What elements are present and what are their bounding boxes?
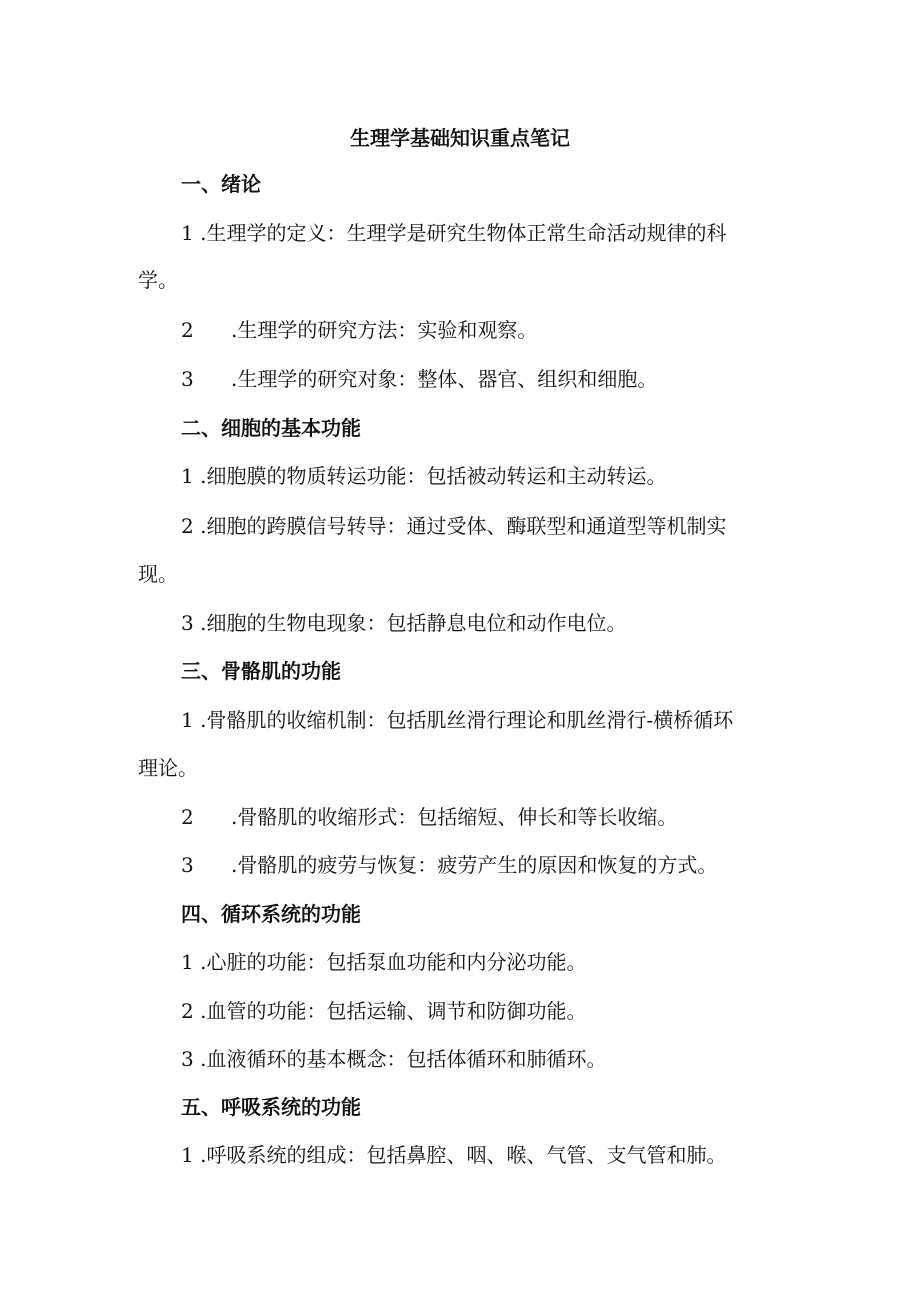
list-item <box>181 512 726 540</box>
section-heading-cell: 二、细胞的基本功能 <box>181 416 361 440</box>
item-number: 3 <box>181 367 194 391</box>
section-heading-muscle: 三、骨骼肌的功能 <box>181 659 341 683</box>
list-item <box>181 609 626 637</box>
list-item <box>181 706 733 734</box>
item-text: .生理学的定义：生理学是研究生物体正常生命活动规律的科 <box>200 221 727 245</box>
item-continuation: 理论。 <box>138 756 198 780</box>
list-item <box>181 365 657 393</box>
item-text: .细胞膜的物质转运功能：包括被动转运和主动转运。 <box>200 464 667 488</box>
list-item <box>181 997 586 1025</box>
section-heading-intro: 一、绪论 <box>181 172 261 196</box>
list-item <box>181 462 666 490</box>
item-number: 1 <box>181 708 194 732</box>
item-number: 2 <box>181 514 194 538</box>
list-item <box>181 803 677 831</box>
item-text: .细胞的生物电现象：包括静息电位和动作电位。 <box>200 611 627 635</box>
list-item <box>181 851 717 879</box>
item-text: .骨骼肌的疲劳与恢复：疲劳产生的原因和恢复的方式。 <box>231 853 718 877</box>
item-continuation: 学。 <box>138 268 178 292</box>
item-text: .细胞的跨膜信号转导：通过受体、酶联型和通道型等机制实 <box>200 514 727 538</box>
item-text: .血管的功能：包括运输、调节和防御功能。 <box>200 999 587 1023</box>
item-number: 1 <box>181 950 194 974</box>
item-text: .呼吸系统的组成：包括鼻腔、咽、喉、气管、支气管和肺。 <box>200 1143 727 1167</box>
item-text: .骨骼肌的收缩形式：包括缩短、伸长和等长收缩。 <box>231 805 678 829</box>
list-item <box>181 1045 606 1073</box>
section-heading-respiration: 五、呼吸系统的功能 <box>181 1095 361 1119</box>
item-number: 3 <box>181 853 194 877</box>
item-number: 1 <box>181 464 194 488</box>
item-number: 3 <box>181 1047 194 1071</box>
item-number: 1 <box>181 221 194 245</box>
item-text: .生理学的研究方法：实验和观察。 <box>231 318 538 342</box>
item-text: .生理学的研究对象：整体、器官、组织和细胞。 <box>231 367 658 391</box>
section-heading-circulation: 四、循环系统的功能 <box>181 902 361 926</box>
item-number: 1 <box>181 1143 194 1167</box>
item-text: .骨骼肌的收缩机制：包括肌丝滑行理论和肌丝滑行-横桥循环 <box>200 708 734 732</box>
item-continuation: 现。 <box>138 562 178 586</box>
item-number: 2 <box>181 318 194 342</box>
list-item <box>181 1141 726 1169</box>
list-item <box>181 948 586 976</box>
item-text: .心脏的功能：包括泵血功能和内分泌功能。 <box>200 950 587 974</box>
list-item <box>181 219 726 247</box>
document-title: 生理学基础知识重点笔记 <box>350 126 570 150</box>
item-number: 2 <box>181 805 194 829</box>
item-number: 2 <box>181 999 194 1023</box>
item-text: .血液循环的基本概念：包括体循环和肺循环。 <box>200 1047 607 1071</box>
item-number: 3 <box>181 611 194 635</box>
list-item <box>181 316 537 344</box>
